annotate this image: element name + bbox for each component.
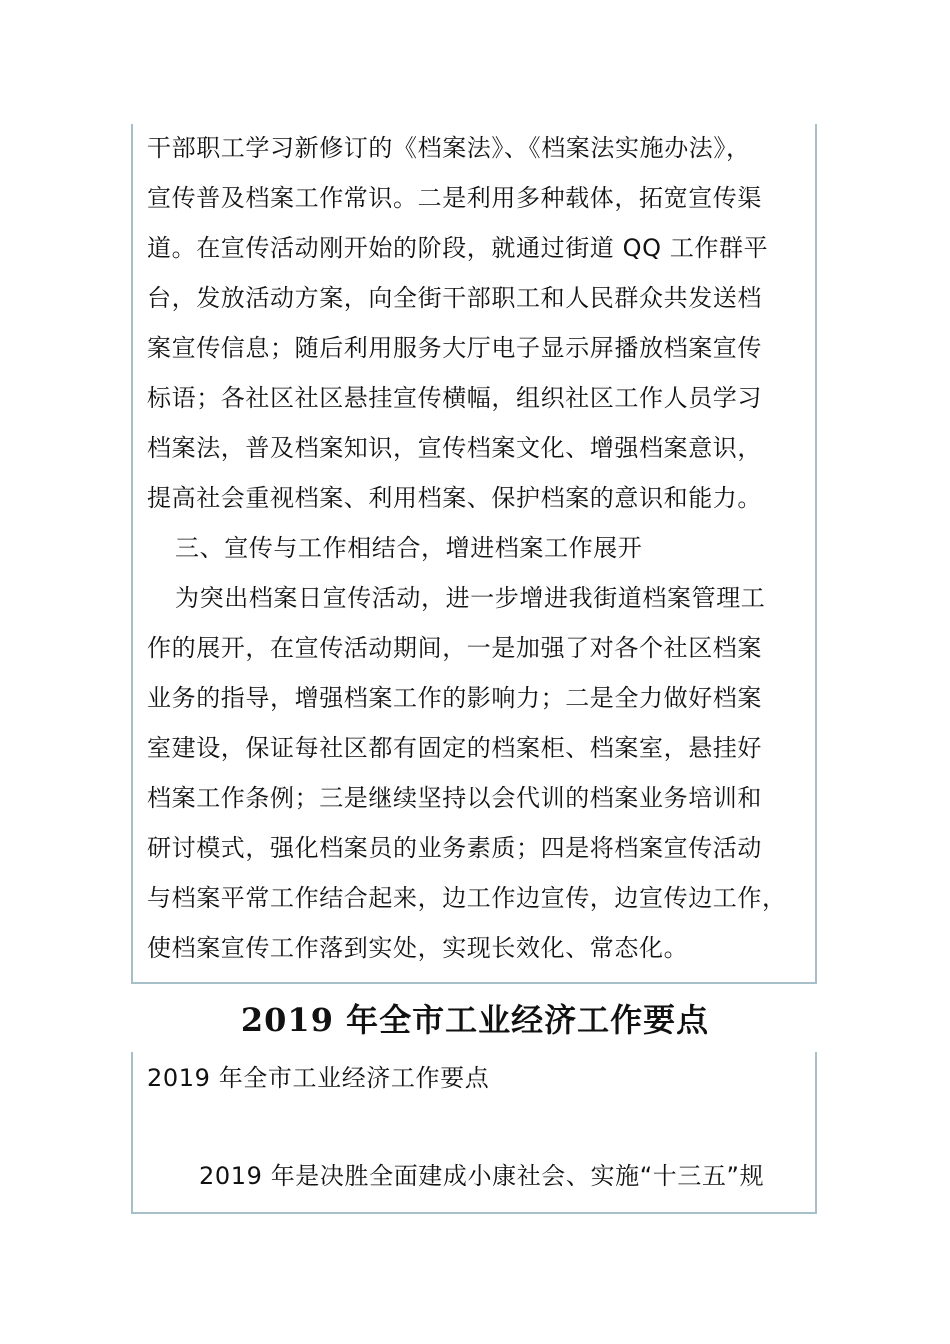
text-line: 台，发放活动方案，向全街干部职工和人民群众共发送档 — [147, 284, 762, 312]
text-line: 使档案宣传工作落到实处，实现长效化、常态化。 — [147, 934, 689, 962]
text-line: 道。在宣传活动刚开始的阶段，就通过街道 QQ 工作群平 — [147, 234, 769, 262]
section-title: 2019 年全市工业经济工作要点 — [147, 1064, 490, 1092]
content-box-top — [131, 124, 817, 984]
text-line: 与档案平常工作结合起来，边工作边宣传，边宣传边工作， — [147, 884, 787, 912]
content-box-bottom — [131, 1052, 817, 1214]
text-line: 标语；各社区社区悬挂宣传横幅，组织社区工作人员学习 — [147, 384, 762, 412]
text-line: 干部职工学习新修订的《档案法》、《档案法实施办法》， — [147, 134, 751, 162]
text-line: 为突出档案日宣传活动，进一步增进我街道档案管理工 — [175, 584, 766, 612]
text-line: 案宣传信息；随后利用服务大厅电子显示屏播放档案宣传 — [147, 334, 762, 362]
text-line: 业务的指导，增强档案工作的影响力；二是全力做好档案 — [147, 684, 762, 712]
text-line: 室建设，保证每社区都有固定的档案柜、档案室，悬挂好 — [147, 734, 762, 762]
document-heading: 2019 年全市工业经济工作要点 — [240, 1001, 710, 1039]
text-line: 宣传普及档案工作常识。二是利用多种载体，拓宽宣传渠 — [147, 184, 762, 212]
text-line: 作的展开，在宣传活动期间，一是加强了对各个社区档案 — [147, 634, 762, 662]
text-line: 档案工作条例；三是继续坚持以会代训的档案业务培训和 — [147, 784, 762, 812]
text-line: 研讨模式，强化档案员的业务素质；四是将档案宣传活动 — [147, 834, 762, 862]
text-line: 提高社会重视档案、利用档案、保护档案的意识和能力。 — [147, 484, 762, 512]
intro-line: 2019 年是决胜全面建成小康社会、实施“十三五”规 — [199, 1162, 765, 1190]
text-line: 档案法，普及档案知识，宣传档案文化、增强档案意识， — [147, 434, 762, 462]
section-subheading: 三、宣传与工作相结合，增进档案工作展开 — [175, 534, 643, 562]
